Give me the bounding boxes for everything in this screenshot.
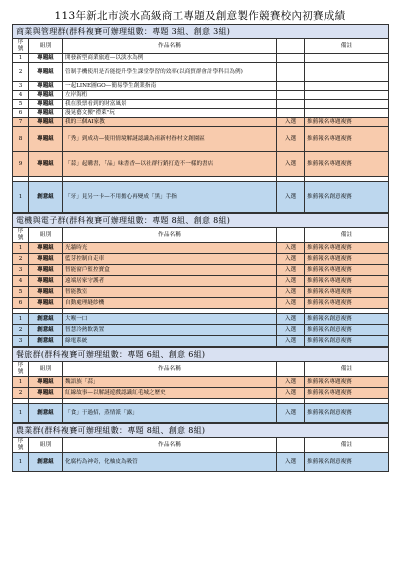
row-group: 創意組: [29, 336, 63, 347]
section-table: [12, 24, 389, 213]
row-note: 推薦報名創意複賽: [305, 453, 389, 472]
row-group: 專題組: [29, 388, 63, 399]
row-group: 專題組: [29, 254, 63, 265]
row-group: 專題組: [29, 127, 63, 152]
row-note: 推薦報名專題複賽: [305, 377, 389, 388]
header-name: 作品名稱: [63, 362, 277, 377]
row-group: 創意組: [29, 453, 63, 472]
row-note: 推薦報名創意複賽: [305, 325, 389, 336]
row-selected: 入選: [277, 243, 305, 254]
row-name: 左岸海桁: [63, 91, 277, 100]
row-note: 推薦報名專題複賽: [305, 118, 389, 127]
row-group: 專題組: [29, 276, 63, 287]
row-selected: 入選: [277, 377, 305, 388]
header-group: 組別: [29, 362, 63, 377]
table-row: [13, 388, 389, 399]
section-table: [12, 347, 389, 423]
row-selected: 入選: [277, 325, 305, 336]
row-name: 大喉一口: [63, 314, 277, 325]
document-title: 113年新北市淡水高級商工專題及創意製作競賽校內初賽成績: [54, 10, 346, 22]
header-note: 備註: [305, 362, 389, 377]
header-selected: [277, 39, 305, 54]
row-note: 推薦報名專題複賽: [305, 276, 389, 287]
row-group: 專題組: [29, 63, 63, 82]
header-selected: [277, 438, 305, 453]
row-name: 紅線故事—以解謎遊戲認識紅毛城之歷史: [63, 388, 277, 399]
row-group: 創意組: [29, 404, 63, 423]
row-note: 推薦報名專題複賽: [305, 243, 389, 254]
header-name: 作品名稱: [63, 438, 277, 453]
table-row: [13, 54, 389, 63]
table-row: [13, 109, 389, 118]
row-name: 「秀」到成功—使用情境解謎認識為祖新村眷村文創園區: [63, 127, 277, 152]
row-no: 1: [13, 314, 29, 325]
row-selected: [277, 91, 305, 100]
table-row: [13, 325, 389, 336]
row-selected: 入選: [277, 287, 305, 298]
header-no: 序號: [13, 228, 29, 243]
row-selected: 入選: [277, 336, 305, 347]
row-selected: 入選: [277, 127, 305, 152]
row-group: 專題組: [29, 298, 63, 309]
row-selected: 入選: [277, 254, 305, 265]
row-name: 「牙」見另一卡—不用擔心再變成「黑」手指: [63, 182, 277, 213]
header-name: 作品名稱: [63, 228, 277, 243]
row-group: 專題組: [29, 152, 63, 177]
row-note: 推薦報名專題複賽: [305, 254, 389, 265]
table-row: [13, 127, 389, 152]
row-group: 專題組: [29, 377, 63, 388]
row-note: 推薦報名專題複賽: [305, 388, 389, 399]
row-note: 推薦報名專題複賽: [305, 127, 389, 152]
row-name: 我的三個AI家教: [63, 118, 277, 127]
row-group: 專題組: [29, 91, 63, 100]
row-selected: [277, 109, 305, 118]
table-row: [13, 377, 389, 388]
row-no: 2: [13, 254, 29, 265]
table-row: [13, 276, 389, 287]
row-group: 創意組: [29, 314, 63, 325]
row-no: 2: [13, 325, 29, 336]
row-group: 專題組: [29, 287, 63, 298]
section-heading: 商業與管理群(群科複賽可辦理組數：專題 3組、創意 3組): [13, 25, 389, 39]
row-selected: [277, 54, 305, 63]
section-heading: 農業群(群科複賽可辦理組數：專題 8組、創意 8組): [13, 424, 389, 438]
section-table: [12, 213, 389, 347]
row-no: 8: [13, 127, 29, 152]
header-note: 備註: [305, 438, 389, 453]
row-name: 遠端居家守護者: [63, 276, 277, 287]
row-note: [305, 63, 389, 82]
row-name: 「食」于過招，蒸情派「露」: [63, 404, 277, 423]
table-row: [13, 100, 389, 109]
row-group: 創意組: [29, 182, 63, 213]
row-no: 5: [13, 100, 29, 109]
row-name: 「蒜」起購書，「品」味書香—以社群行銷打造不一樣的書店: [63, 152, 277, 177]
row-name: 智能窗戶監控寶盒: [63, 265, 277, 276]
row-note: [305, 100, 389, 109]
table-row: [13, 182, 389, 213]
row-note: 推薦報名創意複賽: [305, 314, 389, 325]
row-name: 化腐朽為神奇，化柚皮為吸管: [63, 453, 277, 472]
row-note: [305, 54, 389, 63]
row-selected: [277, 100, 305, 109]
row-name: 綠電系統: [63, 336, 277, 347]
table-row: [13, 287, 389, 298]
row-no: 9: [13, 152, 29, 177]
row-no: 6: [13, 298, 29, 309]
header-name: 作品名稱: [63, 39, 277, 54]
row-name: 智能教室: [63, 287, 277, 298]
row-name: 自動處理縫紗機: [63, 298, 277, 309]
header-no: 序號: [13, 39, 29, 54]
results-tables: [12, 24, 388, 472]
row-group: 專題組: [29, 118, 63, 127]
row-no: 1: [13, 243, 29, 254]
table-row: [13, 298, 389, 309]
header-note: 備註: [305, 39, 389, 54]
row-no: 5: [13, 287, 29, 298]
row-name: 魏語族「蒜」: [63, 377, 277, 388]
row-selected: 入選: [277, 314, 305, 325]
header-selected: [277, 228, 305, 243]
table-row: [13, 314, 389, 325]
row-name: 我在股票看到的財富風景: [63, 100, 277, 109]
row-group: 專題組: [29, 243, 63, 254]
document-page: [12, 0, 388, 472]
row-selected: 入選: [277, 152, 305, 177]
row-name: 一起LINE圖GO—簡易學生創業指南: [63, 82, 277, 91]
row-group: 創意組: [29, 325, 63, 336]
row-no: 3: [13, 336, 29, 347]
row-group: 專題組: [29, 109, 63, 118]
row-note: 推薦報名創意複賽: [305, 336, 389, 347]
row-no: 1: [13, 404, 29, 423]
row-group: 專題組: [29, 54, 63, 63]
row-selected: 入選: [277, 298, 305, 309]
row-note: 推薦報名創意複賽: [305, 182, 389, 213]
row-note: 推薦報名創意複賽: [305, 404, 389, 423]
row-no: 1: [13, 182, 29, 213]
row-selected: 入選: [277, 276, 305, 287]
row-note: [305, 91, 389, 100]
header-group: 組別: [29, 228, 63, 243]
row-selected: [277, 63, 305, 82]
row-name: 藍芽控制自走車: [63, 254, 277, 265]
table-row: [13, 118, 389, 127]
row-no: 7: [13, 118, 29, 127]
row-selected: 入選: [277, 182, 305, 213]
row-selected: [277, 82, 305, 91]
row-selected: 入選: [277, 118, 305, 127]
header-group: 組別: [29, 39, 63, 54]
table-row: [13, 404, 389, 423]
table-row: [13, 265, 389, 276]
row-no: 6: [13, 109, 29, 118]
row-no: 2: [13, 388, 29, 399]
row-note: 推薦報名專題複賽: [305, 287, 389, 298]
row-name: 光牆時光: [63, 243, 277, 254]
table-row: [13, 243, 389, 254]
row-group: 專題組: [29, 100, 63, 109]
row-name: 智慧冷熱飲裝置: [63, 325, 277, 336]
row-selected: 入選: [277, 388, 305, 399]
row-no: 2: [13, 63, 29, 82]
row-note: 推薦報名專題複賽: [305, 152, 389, 177]
row-group: 專題組: [29, 82, 63, 91]
row-no: 4: [13, 91, 29, 100]
header-note: 備註: [305, 228, 389, 243]
row-no: 1: [13, 54, 29, 63]
header-no: 序號: [13, 362, 29, 377]
row-note: 推薦報名專題複賽: [305, 298, 389, 309]
row-name: 開發新型商業旅遊—以淡水為例: [63, 54, 277, 63]
table-row: [13, 91, 389, 100]
row-note: [305, 82, 389, 91]
row-group: 專題組: [29, 265, 63, 276]
row-note: 推薦報名專題複賽: [305, 265, 389, 276]
section-heading: 餐旅群(群科複賽可辦理組數：專題 6組、創意 6組): [13, 348, 389, 362]
row-no: 4: [13, 276, 29, 287]
table-row: [13, 152, 389, 177]
header-selected: [277, 362, 305, 377]
header-group: 組別: [29, 438, 63, 453]
row-no: 3: [13, 265, 29, 276]
row-selected: 入選: [277, 404, 305, 423]
section-table: [12, 423, 389, 472]
row-selected: 入選: [277, 453, 305, 472]
header-no: 序號: [13, 438, 29, 453]
table-row: [13, 254, 389, 265]
section-heading: 電機與電子群(群科複賽可辦理組數：專題 8組、創意 8組): [13, 214, 389, 228]
row-name: 管制手機使用是否能提升學生課堂學習的效率(以商貿群會計學科目為例): [63, 63, 277, 82]
row-selected: 入選: [277, 265, 305, 276]
row-note: [305, 109, 389, 118]
table-row: [13, 453, 389, 472]
table-row: [13, 336, 389, 347]
row-name: 漫晃藝文搬"禮萊"玩: [63, 109, 277, 118]
table-row: [13, 82, 389, 91]
row-no: 1: [13, 377, 29, 388]
table-row: [13, 63, 389, 82]
row-no: 3: [13, 82, 29, 91]
row-no: 1: [13, 453, 29, 472]
